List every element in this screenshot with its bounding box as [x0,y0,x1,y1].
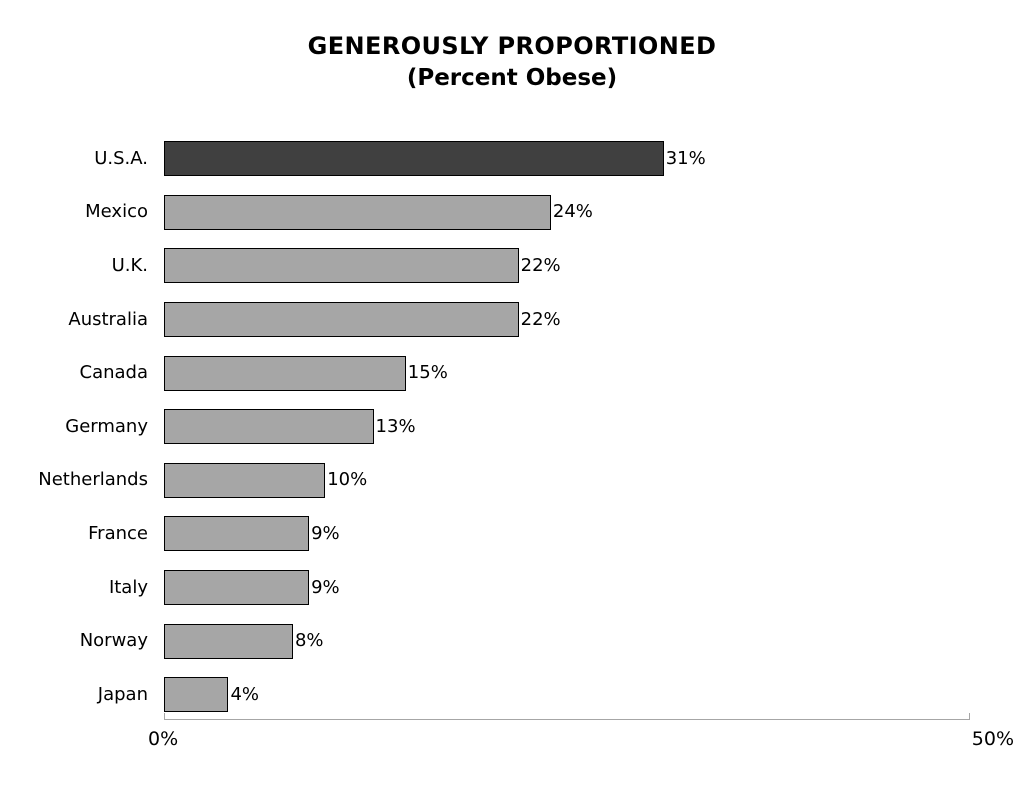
category-label: France [88,522,148,544]
bar-value-label: 4% [230,683,260,705]
bar-row [0,454,1024,508]
chart-subtitle: (Percent Obese) [406,65,618,91]
bar-row [0,614,1024,668]
bar-row [0,561,1024,615]
bar-row [0,239,1024,293]
x-axis-labels [0,727,1024,757]
bar [164,141,664,176]
bar [164,570,309,605]
bar-area [164,400,1024,454]
bar-value-label: 13% [375,415,416,437]
bar-value-label: 24% [552,201,593,223]
x-axis-tick-start [164,713,165,720]
bar [164,356,406,391]
bar [164,516,309,551]
bar-row [0,507,1024,561]
category-label: Italy [108,576,148,598]
category-label: Mexico [85,201,148,223]
bar-area [164,293,1024,347]
bar-value-label: 10% [327,469,368,491]
x-axis-line [164,719,970,720]
bar-value-label: 22% [520,254,561,276]
bar-area [164,239,1024,293]
category-label: U.K. [111,254,148,276]
bar-area [164,132,1024,186]
bar [164,463,325,498]
chart-title-block [0,30,1024,94]
bar [164,409,374,444]
x-axis-label-min: 0% [148,728,179,750]
plot-area [0,132,1024,722]
bar-value-label: 9% [311,576,340,598]
category-label: Australia [68,308,148,330]
bar-value-label: 15% [407,362,448,384]
x-axis-tick-end [969,713,970,720]
bar-value-label: 9% [311,522,340,544]
category-label: Japan [97,683,148,705]
bar-area [164,454,1024,508]
bar-area [164,346,1024,400]
bar-row [0,186,1024,240]
bar [164,248,519,283]
bar-area [164,186,1024,240]
bar-row [0,132,1024,186]
category-label: Norway [79,630,148,652]
bar-value-label: 31% [665,147,706,169]
chart-title: GENEROUSLY PROPORTIONED [307,32,717,60]
bar [164,677,228,712]
bar [164,302,519,337]
bar-area [164,561,1024,615]
bar-area [164,614,1024,668]
bar-area [164,507,1024,561]
bar-value-label: 8% [294,630,324,652]
bar-row [0,400,1024,454]
x-axis-label-max: 50% [971,728,1014,750]
bar-value-label: 22% [520,308,561,330]
category-label: U.S.A. [94,147,148,169]
bar-row [0,346,1024,400]
bar-row [0,668,1024,722]
bar-area [164,668,1024,722]
bar-row [0,293,1024,347]
bar [164,624,293,659]
category-label: Germany [65,415,148,437]
category-label: Netherlands [38,469,148,491]
bar [164,195,551,230]
category-label: Canada [79,362,148,384]
